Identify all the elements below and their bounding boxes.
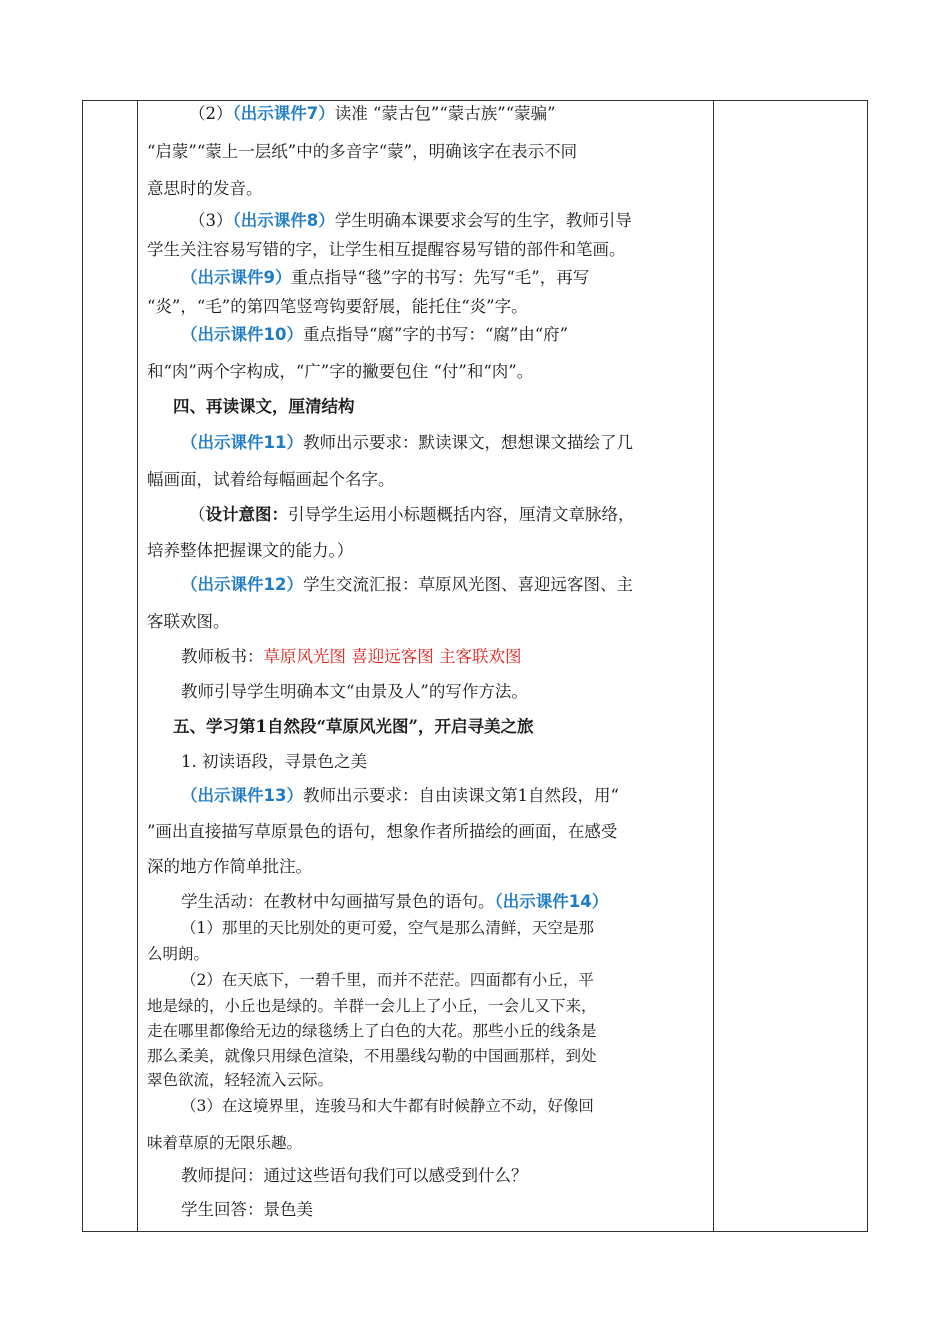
text-line — [181, 433, 757, 453]
text-segment: 走在哪里都像给无边的绿毯绣上了白色的大花。那些小丘的线条是 — [147, 1022, 597, 1040]
text-segment: 重点指导“毯”字的书写：先写“毛”，再写 — [291, 268, 590, 287]
courseware-ref: （出示课件14） — [494, 892, 609, 911]
lesson-content-cell — [137, 100, 713, 1232]
text-line — [147, 142, 723, 162]
text-segment: 教师板书： — [181, 647, 264, 666]
courseware-ref: （出示课件7） — [232, 104, 335, 123]
text-segment: 教师出示要求：自由读课文第1自然段，用“ — [302, 786, 619, 805]
text-segment: 读准 “蒙古包”“蒙古族”“蒙骗” — [334, 104, 556, 123]
text-segment: 客联欢图。 — [147, 612, 230, 631]
text-segment: （1）那里的天比别处的更可爱，空气是那么清鲜，天空是那 — [181, 919, 594, 937]
text-line — [147, 822, 723, 842]
text-segment: 教师提问：通过这些语句我们可以感受到什么？ — [181, 1166, 528, 1185]
text-segment: （3） — [189, 211, 233, 230]
text-line — [147, 996, 723, 1016]
text-segment: 培养整体把握课文的能力。） — [147, 541, 354, 560]
text-segment: “炎”，“毛”的第四笔竖弯钩要舒展，能托住“炎”字。 — [147, 297, 528, 316]
courseware-ref: （出示课件12） — [181, 575, 303, 594]
courseware-ref: （出示课件9） — [181, 268, 292, 287]
text-segment: ”画出直接描写草原景色的语句，想象作者所描绘的画面，在感受 — [147, 822, 618, 841]
text-segment: （2）在天底下，一碧千里，而并不茫茫。四面都有小丘，平 — [181, 971, 594, 989]
text-line — [147, 1046, 723, 1066]
text-line — [181, 892, 757, 912]
text-segment: 学生交流汇报：草原风光图、喜迎远客图、主 — [302, 575, 633, 594]
text-segment: 重点指导“腐”字的书写：“腐”由“府” — [302, 325, 569, 344]
courseware-ref: （出示课件10） — [181, 325, 303, 344]
text-line — [181, 970, 757, 990]
text-line — [147, 240, 723, 260]
text-segment: 那么柔美，就像只用绿色渲染，不用墨线勾勒的中国画那样，到处 — [147, 1047, 597, 1065]
text-segment: （3）在这境界里，连骏马和大牛都有时候静立不动，好像回 — [181, 1097, 594, 1115]
text-line — [147, 1133, 723, 1153]
courseware-ref: （出示课件13） — [181, 786, 303, 805]
text-line — [189, 505, 765, 525]
text-line — [181, 647, 757, 667]
text-segment: 意思时的发音。 — [147, 179, 263, 198]
board-text: 草原风光图 喜迎远客图 主客联欢图 — [263, 647, 522, 666]
text-segment: 设计意图： — [205, 505, 288, 524]
text-segment: 深的地方作简单批注。 — [147, 857, 312, 876]
text-line — [181, 1096, 757, 1116]
text-segment: 1. 初读语段，寻景色之美 — [181, 752, 367, 771]
text-line — [173, 397, 749, 417]
text-line — [147, 362, 723, 382]
text-segment: （ — [189, 505, 206, 524]
text-line — [181, 575, 757, 595]
text-line — [147, 470, 723, 490]
text-line — [189, 104, 765, 124]
text-line — [147, 1021, 723, 1041]
text-line — [147, 857, 723, 877]
text-segment: 学生关注容易写错的字，让学生相互提醒容易写错的部件和笔画。 — [147, 240, 626, 259]
text-segment: 翠色欲流，轻轻流入云际。 — [147, 1071, 334, 1089]
text-segment: 引导学生运用小标题概括内容，厘清文章脉络， — [288, 505, 635, 524]
text-line — [147, 944, 723, 964]
text-segment: 地是绿的，小丘也是绿的。羊群一会儿上了小丘，一会儿又下来， — [147, 997, 597, 1015]
text-segment: 味着草原的无限乐趣。 — [147, 1134, 303, 1152]
section-heading: 五、学习第1自然段“草原风光图”，开启寻美之旅 — [173, 717, 534, 736]
courseware-ref: （出示课件11） — [181, 433, 303, 452]
text-line — [181, 752, 757, 772]
text-line — [181, 918, 757, 938]
text-segment: 教师出示要求：默读课文，想想课文描绘了几 — [302, 433, 633, 452]
text-line — [181, 325, 757, 345]
text-line — [147, 179, 723, 199]
text-line — [189, 211, 765, 231]
text-segment: 学生回答：景色美 — [181, 1200, 313, 1219]
text-line — [147, 297, 723, 317]
text-line — [181, 1166, 757, 1186]
text-line — [181, 268, 757, 288]
text-line — [181, 1200, 757, 1220]
courseware-ref: （出示课件8） — [232, 211, 335, 230]
text-segment: 么明朗。 — [147, 945, 210, 963]
text-segment: 幅画面，试着给每幅画起个名字。 — [147, 470, 395, 489]
text-line — [173, 717, 749, 737]
text-segment: 教师引导学生明确本文“由景及人”的写作方法。 — [181, 682, 528, 701]
text-segment: “启蒙”“蒙上一层纸”中的多音字“蒙”，明确该字在表示不同 — [147, 142, 578, 161]
text-segment: （2） — [189, 104, 233, 123]
text-line — [147, 1070, 723, 1090]
text-segment: 学生活动：在教材中勾画描写景色的语句。 — [181, 892, 495, 911]
text-line — [147, 541, 723, 561]
section-heading: 四、再读课文，厘清结构 — [173, 397, 355, 416]
text-segment: 学生明确本课要求会写的生字，教师引导 — [334, 211, 632, 230]
text-line — [181, 786, 757, 806]
text-segment: 和“肉”两个字构成，“广”字的撇要包住 “付”和“肉”。 — [147, 362, 534, 381]
text-line — [147, 612, 723, 632]
text-line — [181, 682, 757, 702]
